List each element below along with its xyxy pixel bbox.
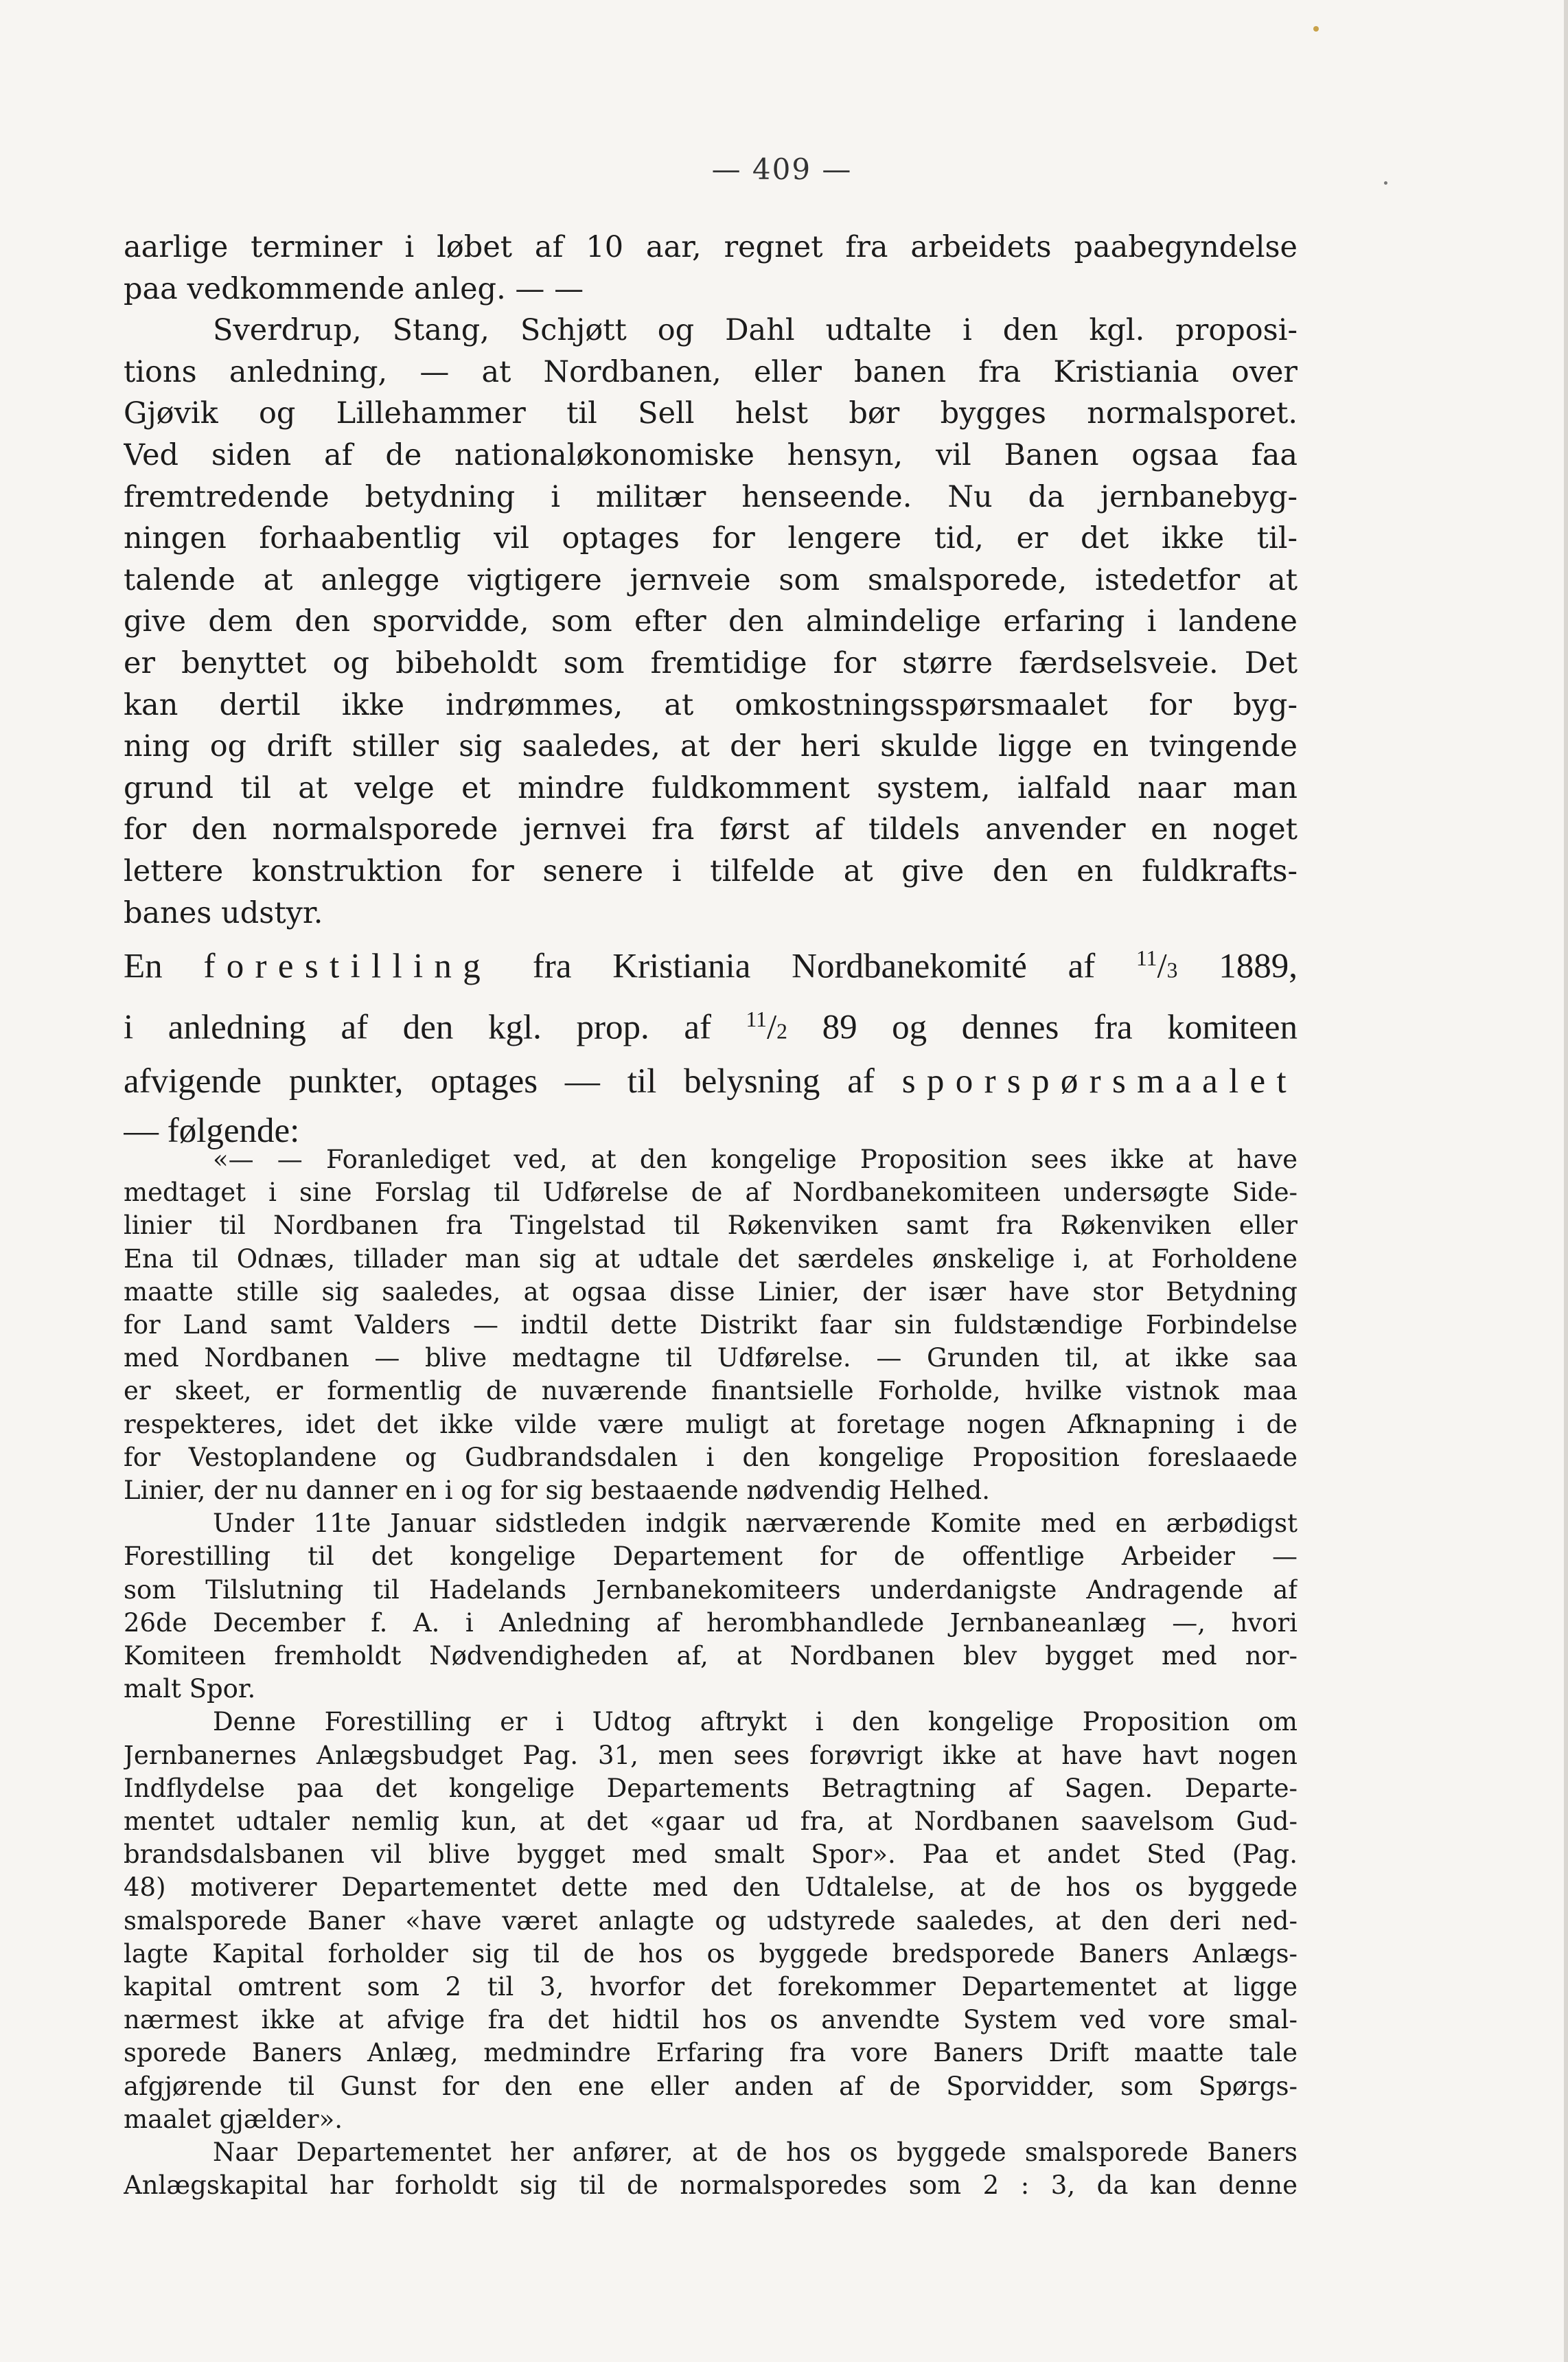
heading-spaced-text: sporspørsmaalet [901, 1062, 1298, 1101]
quote-line: mentet udtaler nemlig kun, at det «gaar ud fra, at Nordbanen saavelsom Gud- [124, 1807, 1298, 1837]
page-number: — 409 — [711, 152, 853, 186]
text-line: grund til at velge et mindre fuldkomment system, ialfald naar man [124, 770, 1298, 805]
quote-line: Komiteen fremholdt Nødvendigheden af, at Nordbanen blev bygget med nor- [124, 1641, 1298, 1671]
text-line: banes udstyr. [124, 895, 323, 930]
fraction-denominator: 3 [1166, 958, 1178, 983]
text-line: ning og drift stiller sig saaledes, at der heri skulde ligge en tvingende [124, 729, 1298, 764]
quote-line: som Tilslutning til Hadelands Jernbanekomiteers underdanigste Andragende af [124, 1574, 1298, 1605]
text-line: aarlige terminer i løbet af 10 aar, regnet fra arbeidets paabegyndelse [124, 230, 1298, 264]
quote-line: 48) motiverer Departementet dette med den Udtalelse, at de hos os byggede [124, 1872, 1298, 1903]
quote-line: brandsdalsbanen vil blive bygget med smalt Spor». Paa et andet Sted (Pag. [124, 1839, 1298, 1870]
quote-line: 26de December f. A. i Anledning af herombhandlede Jernbaneanlæg —, hvori [124, 1607, 1298, 1638]
quote-line: afgjørende til Gunst for den ene eller anden af de Sporvidder, som Spørgs- [124, 2071, 1298, 2101]
text-line: for den normalsporede jernvei fra først af tildels anvender en noget [124, 812, 1298, 847]
heading-text: 89 og dennes fra komiteen [822, 1008, 1298, 1047]
quote-line: maalet gjælder». [124, 2104, 343, 2134]
text-line: er benyttet og bibeholdt som fremtidige for større færdselsveie. Det [124, 645, 1298, 680]
quote-line: er skeet, er formentlig de nuværende finantsielle Forholde, hvilke vistnok maa [124, 1376, 1298, 1406]
quote-line: for Vestoplandene og Gudbrandsdalen i den kongelige Proposition foreslaaede [124, 1442, 1298, 1472]
text-line: fremtredende betydning i militær henseende. Nu da jernbanebyg- [124, 479, 1298, 514]
quote-line: for Land samt Valders — indtil dette Distrikt faar sin fuldstændige Forbindelse [124, 1310, 1298, 1340]
quote-line: Forestilling til det kongelige Departement for de offentlige Arbeider — [124, 1541, 1298, 1572]
heading-text: i anledning af den kgl. prop. af [124, 1008, 711, 1047]
text-line: tions anledning, — at Nordbanen, eller banen fra Kristiania over [124, 354, 1298, 389]
text-line: lettere konstruktion for senere i tilfelde at give den en fuldkrafts- [124, 853, 1298, 888]
heading-text: En [124, 947, 163, 986]
heading-text: afvigende punkter, optages — til belysning af [124, 1062, 875, 1101]
quote-line: linier til Nordbanen fra Tingelstad til Røkenviken samt fra Røkenviken eller [124, 1211, 1298, 1241]
quote-line: malt Spor. [124, 1674, 256, 1704]
fraction-numerator: 11 [1136, 946, 1157, 970]
quote-line: respekteres, idet det ikke vilde være muligt at foretage nogen Afknapning i de [124, 1409, 1298, 1439]
intro-paragraph [124, 227, 1298, 934]
quote-line: sporede Baners Anlæg, medmindre Erfaring fra vore Baners Drift maatte tale [124, 2038, 1298, 2068]
fraction-numerator: 11 [746, 1007, 767, 1032]
quote-line: Linier, der nu danner en i og for sig bestaaende nødvendig Helhed. [124, 1476, 990, 1506]
quoted-document [124, 1143, 1298, 2203]
quote-line: Jernbanernes Anlægsbudget Pag. 31, men sees forøvrigt ikke at have havt nogen [124, 1740, 1298, 1770]
heading-line: En forestilling fra Kristiania Nordbanekomité af $^{11}$/3 1889, [124, 946, 1298, 986]
quote-line: smalsporede Baner «have været anlagte og udstyrede saaledes, at den deri ned- [124, 1905, 1298, 1936]
text-line: paa vedkommende anleg. — — [124, 271, 584, 306]
text-line: Ved siden af de nationaløkonomiske hensyn, vil Banen ogsaa faa [124, 437, 1298, 472]
text-line: Sverdrup, Stang, Schjøtt og Dahl udtalte i den kgl. proposi- [213, 313, 1298, 348]
heading-line: i anledning af den kgl. prop. af $^{11}$/2 89 og dennes fra komiteen [124, 1007, 1298, 1047]
quote-line: nærmest ikke at afvige fra det hidtil hos os anvendte System ved vore smal- [124, 2005, 1298, 2035]
text-line: Gjøvik og Lillehammer til Sell helst bør bygges normalsporet. [124, 396, 1298, 431]
quote-line: Ena til Odnæs, tillader man sig at udtale det særdeles ønskelige i, at Forholdene [124, 1243, 1298, 1274]
text-line: ningen forhaabentlig vil optages for lengere tid, er det ikke til- [124, 521, 1298, 556]
heading-line: — følgende: [124, 1111, 300, 1150]
fraction-denominator: 2 [776, 1019, 787, 1044]
ink-spot [1313, 26, 1319, 32]
quote-line: Anlægskapital har forholdt sig til de normalsporedes som 2 : 3, da kan denne [124, 2170, 1298, 2201]
text-line: give dem den sporvidde, som efter den almindelige erfaring i landene [124, 604, 1298, 639]
quote-line: lagte Kapital forholder sig til de hos os byggede bredsporede Baners Anlægs- [124, 1938, 1298, 1969]
section-heading [124, 934, 1298, 1156]
quote-line: Indflydelse paa det kongelige Departements Betragtning af Sagen. Departe- [124, 1773, 1298, 1803]
heading-text: fra Kristiania Nordbanekomité af [532, 947, 1096, 986]
heading-line [124, 1057, 1298, 1106]
quote-line: maatte stille sig saaledes, at ogsaa disse Linier, der især have stor Betydning [124, 1276, 1298, 1307]
quote-line: Under 11te Januar sidstleden indgik nærværende Komite med en ærbødigst [213, 1509, 1298, 1539]
quote-line: Naar Departementet her anfører, at de hos os byggede smalsporede Baners [213, 2137, 1298, 2168]
heading-text: 1889, [1219, 947, 1298, 986]
text-line: talende at anlegge vigtigere jernveie som smalsporede, istedetfor at [124, 562, 1298, 597]
text-line: kan dertil ikke indrømmes, at omkostningsspørsmaalet for byg- [124, 687, 1298, 722]
heading-spaced-text: forestilling [203, 947, 492, 986]
quote-line: Denne Forestilling er i Udtog aftrykt i den kongelige Proposition om [213, 1707, 1298, 1737]
quote-line: medtaget i sine Forslag til Udførelse de af Nordbanekomiteen undersøgte Side- [124, 1178, 1298, 1208]
quote-line: kapital omtrent som 2 til 3, hvorfor det forekommer Departementet at ligge [124, 1972, 1298, 2002]
quote-line: «— — Foranlediget ved, at den kongelige Proposition sees ikke at have [213, 1145, 1298, 1174]
quote-line: med Nordbanen — blive medtagne til Udførelse. — Grunden til, at ikke saa [124, 1343, 1298, 1373]
